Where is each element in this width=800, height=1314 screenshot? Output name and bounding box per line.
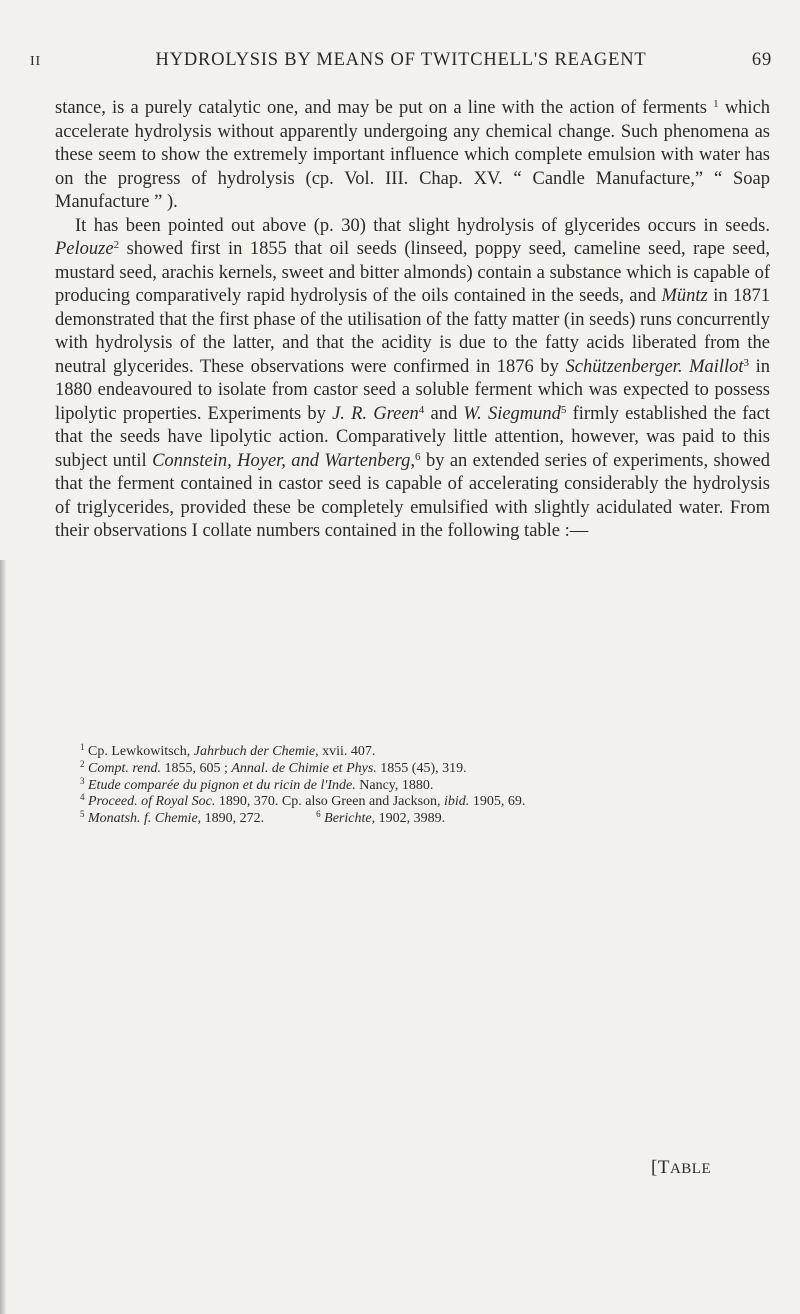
footnote-ref-5[interactable]: 5 [560, 403, 567, 416]
footnote-6: $^6$ Berichte, 1902, 3989. [316, 809, 446, 827]
page-number: 69 [751, 50, 772, 70]
running-header [30, 50, 772, 78]
author-siegmund: W. Siegmund [463, 403, 561, 424]
author-muntz: Müntz [661, 286, 708, 306]
footnote-ref-2[interactable]: 2 [113, 239, 120, 251]
footnote-5-6 [80, 811, 770, 828]
catchword: [TABLE [651, 1157, 712, 1178]
running-title: HYDROLYSIS BY MEANS OF TWITCHELL'S REAGENT [155, 50, 647, 70]
author-pelouze: Pelouze [55, 239, 114, 259]
paragraph-1: stance, is a purely catalytic one, and may be put on a line with the action of ferments $^1$ which accelerate hydrolysis without apparently undergoing any chemical change. Such phenomena as these seem to show the extremely important influence which complete emulsion with water has on the progress of hydrolysis (cp. Vol. III. Chap. XV. “ Candle Manufacture,” “ Soap Manufacture ” ). [55, 98, 771, 212]
paragraph-2: It has been pointed out above (p. 30) that slight hydrolysis of glycerides occurs in seeds. Pelouze$^2$ showed first in 1855 that oil seeds (linseed, poppy seed, cameline seed, rape seed, mustard seed, arachis kernels, sweet and bitter almonds) contain a substance which is capable of producing comparatively rapid hydrolysis of the oils contained in the seeds, and Müntz in 1871 demonstrated that the first phase of the utilisation of the fatty matter (in seeds) runs concurrently with hydrolysis of the latter, and that the acidity is due to the fatty acids liberated from the neutral glycerides. These observations were confirmed in 1876 by Schützenberger. Maillot$^3$ in 1880 endeavoured to isolate from castor seed a soluble ferment which was expected to possess lipolytic properties. Experiments by J. R. Green$^4$ and W. Siegmund$^5$ firmly established the fact that the seeds have lipolytic action. Comparatively little attention, however, was paid to this subject until Connstein, Hoyer, and Wartenberg,$^6$ by an extended series of experiments, showed that the ferment contained in castor seed is capable of accelerating considerably the hydrolysis of triglycerides, provided these be completely emulsified with slightly acidulated water. From their observations I collate numbers contained in the following table :— [55, 215, 771, 541]
footnote-5: $^5$ Monatsh. f. Chemie, 1890, 272. [80, 809, 265, 827]
footnote-4: $^4$ Proceed. of Royal Soc. 1890, 370. Cp. also Green and Jackson, ibid. 1905, 69. [80, 792, 526, 810]
footnote-ref-6[interactable]: 6 [415, 450, 421, 463]
footnote-1: $^1$ Cp. Lewkowitsch, Jahrbuch der Chemie, xvii. 407. [80, 742, 376, 759]
author-green: J. R. Green [332, 403, 419, 424]
footnote-ref-1[interactable]: 1 [713, 98, 719, 110]
authors-connstein-hoyer-wartenberg: Connstein, Hoyer, and Wartenberg, [152, 450, 416, 471]
author-maillot: Maillot [689, 356, 744, 377]
author-schutzenberger: Schützenberger. [565, 356, 683, 377]
footnote-ref-4[interactable]: 4 [418, 403, 425, 416]
footnote-3: $^3$ Etude comparée du pignon et du ricin de l'Inde. Nancy, 1880. [80, 775, 434, 793]
footnote-2: $^2$ Compt. rend. 1855, 605 ; Annal. de Chimie et Phys. 1855 (45), 319. [80, 758, 467, 776]
footnote-ref-3[interactable]: 3 [743, 356, 750, 369]
page-gutter-shadow [0, 560, 6, 1314]
main-text [55, 97, 770, 544]
chapter-number: II [30, 54, 41, 69]
footnotes [80, 744, 770, 828]
